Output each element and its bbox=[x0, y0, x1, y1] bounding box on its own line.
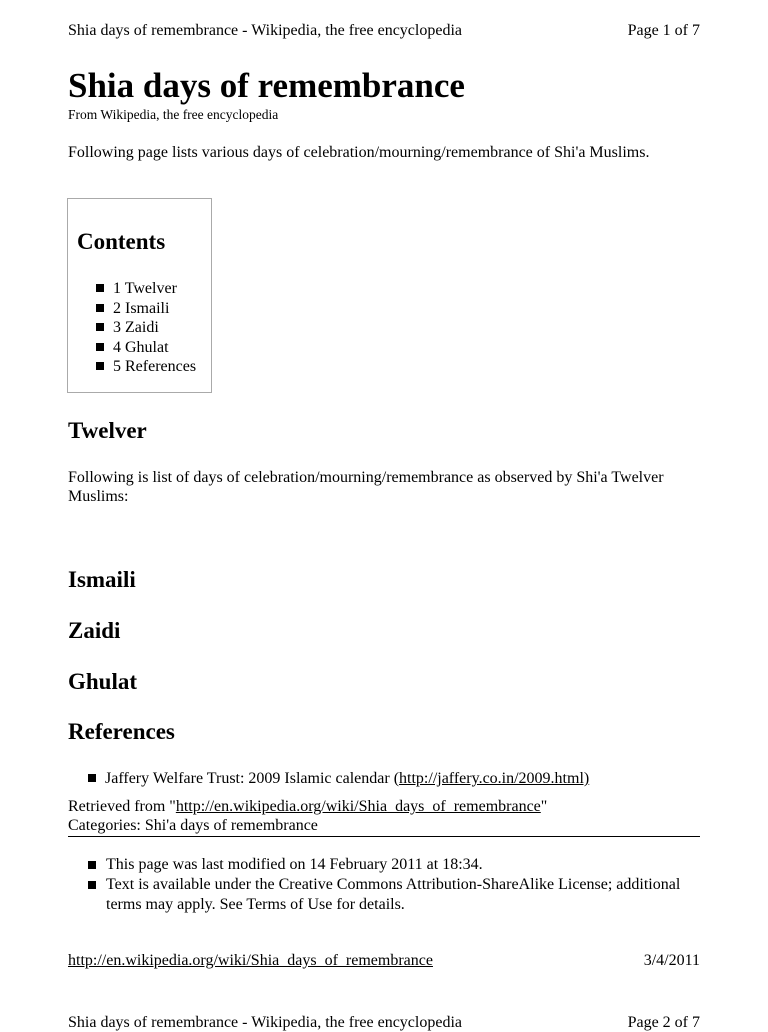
twelver-paragraph: Following is list of days of celebration/mourning/remembrance as observed by Shi'a Twelver Muslims: bbox=[68, 469, 664, 505]
print-footer-date: 3/4/2011 bbox=[643, 952, 700, 969]
toc-item-label: 4 Ghulat bbox=[113, 338, 169, 356]
reference-item bbox=[88, 770, 589, 788]
toc-item-label: 1 Twelver bbox=[113, 280, 177, 297]
retrieved-suffix: " bbox=[540, 798, 548, 815]
toc-item-zaidi[interactable] bbox=[96, 318, 196, 338]
bullet-icon bbox=[96, 323, 104, 331]
toc-item-label: 2 Ismaili bbox=[113, 299, 170, 317]
print-header-page-number: Page 1 of 7 bbox=[627, 22, 700, 39]
bullet-icon bbox=[88, 861, 96, 869]
bullet-icon bbox=[88, 774, 96, 782]
last-modified-text: This page was last modified on 14 February 2011 at 18:34. bbox=[106, 856, 483, 873]
toc-title: Contents bbox=[77, 229, 166, 254]
print-footer-url[interactable]: http://en.wikipedia.org/wiki/Shia_days_of_remembrance bbox=[68, 952, 433, 969]
toc-item-label: 3 Zaidi bbox=[113, 319, 159, 337]
section-heading-ghulat: Ghulat bbox=[68, 669, 138, 694]
retrieved-prefix: Retrieved from " bbox=[68, 798, 176, 815]
license-text: Text is available under the Creative Commons Attribution-ShareAlike License; additional terms may apply. See Terms of Use for details. bbox=[106, 876, 681, 913]
next-page-header-page-number: Page 2 of 7 bbox=[627, 1014, 700, 1031]
section-heading-zaidi: Zaidi bbox=[68, 618, 121, 643]
next-page-header-title: Shia days of remembrance - Wikipedia, the free encyclopedia bbox=[68, 1014, 462, 1031]
bullet-icon bbox=[96, 284, 104, 292]
section-heading-ismaili: Ismaili bbox=[68, 567, 136, 592]
toc-item-ismaili[interactable] bbox=[96, 299, 196, 319]
page-title: Shia days of remembrance bbox=[68, 66, 465, 105]
table-of-contents bbox=[67, 198, 212, 393]
divider bbox=[68, 836, 700, 837]
bullet-icon bbox=[96, 304, 104, 312]
toc-item-ghulat[interactable] bbox=[96, 338, 196, 358]
section-heading-twelver: Twelver bbox=[68, 418, 147, 443]
retrieved-link[interactable]: http://en.wikipedia.org/wiki/Shia_days_of_remembrance bbox=[175, 798, 541, 815]
bullet-icon bbox=[96, 362, 104, 370]
reference-link[interactable]: http://jaffery.co.in/2009.html) bbox=[399, 770, 590, 787]
intro-paragraph: Following page lists various days of celebration/mourning/remembrance of Shi'a Muslims. bbox=[68, 144, 650, 161]
page-subtitle: From Wikipedia, the free encyclopedia bbox=[68, 107, 279, 122]
reference-text: Jaffery Welfare Trust: 2009 Islamic calendar ( bbox=[105, 770, 400, 787]
license-notice bbox=[88, 875, 688, 915]
section-heading-references: References bbox=[68, 719, 175, 744]
toc-item-twelver[interactable] bbox=[96, 279, 196, 299]
toc-item-references[interactable] bbox=[96, 357, 196, 377]
retrieved-from bbox=[68, 798, 547, 816]
categories: Categories: Shi'a days of remembrance bbox=[68, 817, 318, 834]
toc-item-label: 5 References bbox=[113, 358, 197, 376]
toc-list bbox=[96, 279, 196, 377]
bullet-icon bbox=[96, 343, 104, 351]
footer-info-list bbox=[88, 855, 688, 915]
last-modified bbox=[88, 855, 688, 875]
bullet-icon bbox=[88, 881, 96, 889]
print-header-title: Shia days of remembrance - Wikipedia, the free encyclopedia bbox=[68, 22, 462, 39]
